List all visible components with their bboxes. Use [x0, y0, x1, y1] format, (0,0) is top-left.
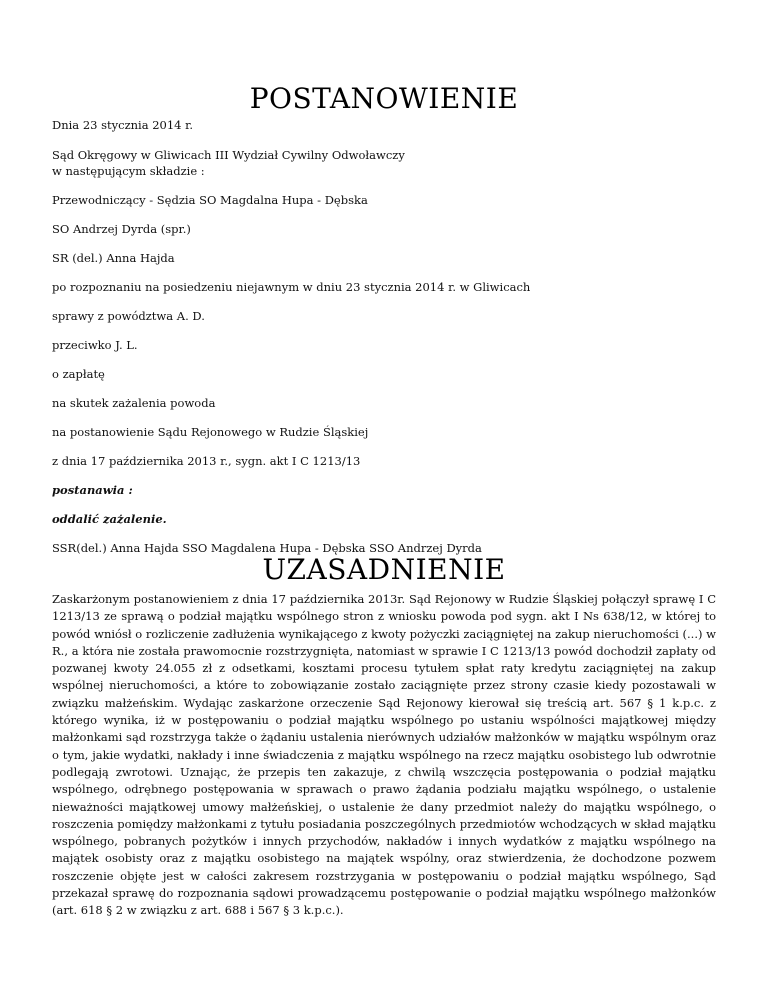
appeal-line: na skutek zażalenia powoda [52, 396, 216, 410]
justification-title: UZASADNIENIE [262, 553, 506, 586]
date-line: Dnia 23 stycznia 2014 r. [52, 118, 194, 132]
plaintiff-line: sprawy z powództwa A. D. [52, 309, 205, 323]
court-line: Sąd Okręgowy w Gliwicach III Wydział Cywilny Odwoławczy [52, 148, 405, 162]
justification-paragraph: Zaskarżonym postanowieniem z dnia 17 października 2013r. Sąd Rejonowy w Rudzie Śląskiej połączył sprawę I C 1213/13 ze sprawą o podział majątku wspólnego stron z wniosku powoda pod sygn. akt I Ns 638/12, w której to powód wniósł o rozliczenie zadłużenia wynikającego z kwoty pożyczki zaciągniętej na zakup nieruchomości (...) w R., a która nie została prawomocnie rozstrzygnięta, natomiast w sprawie I C 1213/13 powód dochodził zapłaty od pozwanej kwoty 24.055 zł z odsetkami, kosztami procesu tytułem spłat raty kredytu zaciągniętej na zakup wspólnej nieruchomości, a które to zobowiązanie zostało zaciągnięte przez strony czasie kiedy pozostawali w związku małżeńskim. Wydając zaskarżone orzeczenie Sąd Rejonowy kierował się treścią art. 567 § 1 k.p.c. z którego wynika, iż w postępowaniu o podział majątku wspólnego po ustaniu wspólności majątkowej między małżonkami sąd rozstrzyga także o żądaniu ustalenia nierównych udziałów małżonków w majątku wspólnym oraz o tym, jakie wydatki, nakłady i inne świadczenia z majątku wspólnego na rzecz majątku osobistego lub odwrotnie podlegają zwrotowi. Uznając, że przepis ten zakazuje, z chwilą wszczęcia postępowania o podział majątku wspólnego, odrębnego postępowania w sprawach o prawo żądania podziału majątku wspólnego, o ustalenie nieważności majątkowej umowy małżeńskiej, o ustalenie że dany przedmiot należy do majątku wspólnego, o roszczenia pomiędzy małżonkami z tytułu posiadania poszczególnych przedmiotów wchodzących w skład majątku wspólnego, pobranych pożytków i innych przychodów, nakładów i innych wydatków z majątku wspólnego na majątek osobisty oraz z majątku osobistego na majątek wspólny, oraz stwierdzenia, że dochodzone pozwem roszczenie objęte jest w całości zakresem rozstrzygania w postępowaniu o podział majątku wspólnego, Sąd przekazał sprawę do rozpoznania sądowi prowadzącemu postępowanie o podział majątku wspólnego małżonków (art. 618 § 2 w związku z art. 688 i 567 § 3 k.p.c.). [52, 592, 716, 918]
defendant-line: przeciwko J. L. [52, 338, 138, 352]
hearing-line: po rozpoznaniu na posiedzeniu niejawnym w dniu 23 stycznia 2014 r. w Gliwicach [52, 280, 531, 294]
presiding-judge-line: Przewodniczący - Sędzia SO Magdalna Hupa - Dębska [52, 193, 368, 207]
composition-line: w następującym składzie : [52, 164, 205, 178]
subject-line: o zapłatę [52, 367, 105, 381]
judge-line-2: SR (del.) Anna Hajda [52, 251, 175, 265]
document-title: POSTANOWIENIE [249, 82, 519, 115]
case-number-line: z dnia 17 października 2013 r., sygn. akt I C 1213/13 [52, 454, 361, 468]
signatures-line: SSR(del.) Anna Hajda SSO Magdalena Hupa - Dębska SSO Andrzej Dyrda [52, 541, 482, 555]
judge-line-1: SO Andrzej Dyrda (spr.) [52, 222, 191, 236]
decision-text: oddalić zażalenie. [52, 512, 167, 526]
decision-label: postanawia : [52, 483, 133, 497]
decision-ref-line: na postanowienie Sądu Rejonowego w Rudzie Śląskiej [52, 425, 369, 439]
